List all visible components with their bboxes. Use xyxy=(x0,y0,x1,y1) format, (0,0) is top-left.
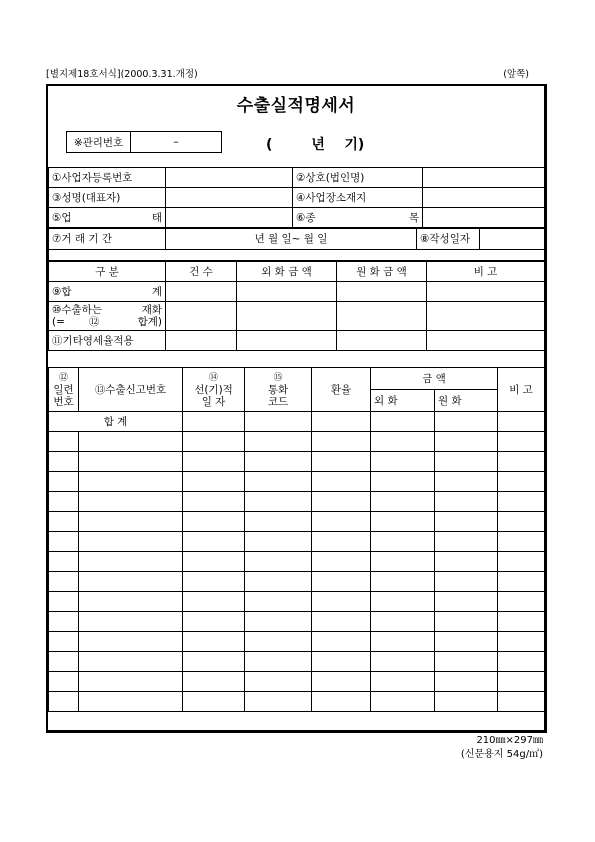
detail-total-cell[interactable] xyxy=(245,412,312,432)
summary-other-label: ⑪기타영세율적용 xyxy=(49,331,166,351)
detail-cell[interactable] xyxy=(371,492,435,512)
detail-row xyxy=(49,672,545,692)
detail-cell[interactable] xyxy=(245,532,312,552)
summary-goods-remark[interactable] xyxy=(427,302,545,331)
detail-row xyxy=(49,512,545,532)
detail-cell[interactable] xyxy=(183,632,245,652)
detail-cell[interactable] xyxy=(79,472,183,492)
address-field[interactable] xyxy=(423,188,545,208)
detail-cell[interactable] xyxy=(79,432,183,452)
detail-cell[interactable] xyxy=(245,452,312,472)
form-reference: [별지제18호서식](2000.3.31.개정) xyxy=(46,69,198,80)
detail-cell[interactable] xyxy=(371,432,435,452)
summary-other-won[interactable] xyxy=(337,331,427,351)
detail-cell[interactable] xyxy=(498,652,545,672)
detail-cell[interactable] xyxy=(435,512,498,532)
remark-header: 비 고 xyxy=(498,368,545,412)
biz-reg-no-label: ①사업자등록번호 xyxy=(49,168,166,188)
detail-cell[interactable] xyxy=(183,672,245,692)
detail-row xyxy=(49,432,545,452)
trade-period-field[interactable]: 년 월 일~ 월 일 xyxy=(166,229,417,250)
detail-cell[interactable] xyxy=(79,692,183,712)
summary-total-count[interactable] xyxy=(166,282,237,302)
detail-row xyxy=(49,592,545,612)
detail-cell[interactable] xyxy=(245,492,312,512)
management-number-label: ※관리번호 xyxy=(67,132,131,153)
detail-total-cell[interactable] xyxy=(183,412,245,432)
form-frame xyxy=(46,84,547,733)
detail-row xyxy=(49,492,545,512)
detail-cell[interactable] xyxy=(183,532,245,552)
detail-cell[interactable] xyxy=(435,552,498,572)
detail-cell[interactable] xyxy=(79,552,183,572)
detail-cell[interactable] xyxy=(49,652,79,672)
detail-cell[interactable] xyxy=(245,692,312,712)
paper-type: (신문용지 54g/㎡) xyxy=(460,749,543,760)
currency-code-header: ⑮ 통화 코드 xyxy=(245,368,312,412)
foreign-amount-header: 외 화 xyxy=(371,390,435,412)
detail-cell[interactable] xyxy=(312,432,371,452)
summary-header-won-amount: 원 화 금 액 xyxy=(337,262,427,282)
detail-cell[interactable] xyxy=(312,532,371,552)
detail-cell[interactable] xyxy=(435,692,498,712)
address-label: ④사업장소재지 xyxy=(293,188,423,208)
summary-table xyxy=(48,261,545,351)
business-item-field[interactable] xyxy=(423,208,545,228)
summary-header-category: 구 분 xyxy=(49,262,166,282)
detail-cell[interactable] xyxy=(79,572,183,592)
detail-cell[interactable] xyxy=(183,692,245,712)
detail-cell[interactable] xyxy=(79,672,183,692)
detail-cell[interactable] xyxy=(435,572,498,592)
detail-cell[interactable] xyxy=(498,572,545,592)
spacer-row xyxy=(49,250,545,261)
detail-cell[interactable] xyxy=(49,492,79,512)
detail-cell[interactable] xyxy=(183,432,245,452)
detail-cell[interactable] xyxy=(183,512,245,532)
detail-cell[interactable] xyxy=(312,492,371,512)
summary-goods-count[interactable] xyxy=(166,302,237,331)
summary-header-foreign-amount: 외 화 금 액 xyxy=(237,262,337,282)
detail-cell[interactable] xyxy=(435,672,498,692)
report-year-period: ( 년 기) xyxy=(266,137,365,153)
detail-cell[interactable] xyxy=(435,432,498,452)
detail-cell[interactable] xyxy=(435,532,498,552)
detail-total-cell[interactable] xyxy=(312,412,371,432)
detail-cell[interactable] xyxy=(498,452,545,472)
summary-other-remark[interactable] xyxy=(427,331,545,351)
detail-row xyxy=(49,552,545,572)
detail-cell[interactable] xyxy=(49,512,79,532)
detail-cell[interactable] xyxy=(79,532,183,552)
detail-cell[interactable] xyxy=(49,472,79,492)
detail-cell[interactable] xyxy=(435,652,498,672)
detail-cell[interactable] xyxy=(371,632,435,652)
detail-cell[interactable] xyxy=(49,452,79,472)
detail-cell[interactable] xyxy=(312,512,371,532)
detail-cell[interactable] xyxy=(371,452,435,472)
detail-cell[interactable] xyxy=(312,472,371,492)
detail-cell[interactable] xyxy=(79,492,183,512)
detail-cell[interactable] xyxy=(49,632,79,652)
management-number-box xyxy=(66,131,222,153)
summary-header-remark: 비 고 xyxy=(427,262,545,282)
business-item-label: ⑥종 목 xyxy=(293,208,423,228)
detail-cell[interactable] xyxy=(245,432,312,452)
detail-cell[interactable] xyxy=(498,692,545,712)
summary-goods-label: ⑩수출하는 재화 (= ⑫ 합계) xyxy=(49,302,166,331)
detail-cell[interactable] xyxy=(49,532,79,552)
detail-row xyxy=(49,452,545,472)
paper-size: 210㎜×297㎜ xyxy=(476,735,543,746)
write-date-label: ⑧작성일자 xyxy=(417,229,480,250)
detail-cell[interactable] xyxy=(371,532,435,552)
trade-period-label: ⑦거 래 기 간 xyxy=(49,229,166,250)
detail-table xyxy=(48,367,545,712)
detail-cell[interactable] xyxy=(498,592,545,612)
summary-total-label: ⑨합 계 xyxy=(49,282,166,302)
detail-cell[interactable] xyxy=(79,632,183,652)
representative-label: ③성명(대표자) xyxy=(49,188,166,208)
summary-other-foreign[interactable] xyxy=(237,331,337,351)
shipping-date-header: ⑭ 선(기)적 일 자 xyxy=(183,368,245,412)
detail-cell[interactable] xyxy=(435,492,498,512)
detail-cell[interactable] xyxy=(371,672,435,692)
biz-reg-no-field[interactable] xyxy=(166,168,293,188)
detail-cell[interactable] xyxy=(245,632,312,652)
applicant-info-table xyxy=(48,167,545,228)
detail-total-cell[interactable] xyxy=(498,412,545,432)
summary-header-count: 건 수 xyxy=(166,262,237,282)
detail-cell[interactable] xyxy=(498,472,545,492)
detail-cell[interactable] xyxy=(183,472,245,492)
detail-cell[interactable] xyxy=(371,612,435,632)
detail-cell[interactable] xyxy=(245,592,312,612)
detail-cell[interactable] xyxy=(371,652,435,672)
period-table xyxy=(48,228,545,261)
summary-total-remark[interactable] xyxy=(427,282,545,302)
detail-cell[interactable] xyxy=(371,572,435,592)
detail-cell[interactable] xyxy=(49,432,79,452)
detail-row xyxy=(49,632,545,652)
detail-cell[interactable] xyxy=(245,672,312,692)
detail-cell[interactable] xyxy=(435,472,498,492)
won-amount-header: 원 화 xyxy=(435,390,498,412)
detail-cell[interactable] xyxy=(371,692,435,712)
detail-cell[interactable] xyxy=(498,612,545,632)
detail-total-label: 합 계 xyxy=(49,412,183,432)
detail-cell[interactable] xyxy=(371,472,435,492)
detail-cell[interactable] xyxy=(498,552,545,572)
detail-cell[interactable] xyxy=(49,672,79,692)
business-type-label: ⑤업 태 xyxy=(49,208,166,228)
detail-row xyxy=(49,652,545,672)
detail-cell[interactable] xyxy=(79,592,183,612)
business-type-field[interactable] xyxy=(166,208,293,228)
detail-cell[interactable] xyxy=(435,592,498,612)
detail-cell[interactable] xyxy=(183,552,245,572)
detail-row xyxy=(49,572,545,592)
detail-cell[interactable] xyxy=(183,652,245,672)
detail-rows xyxy=(49,432,545,712)
detail-cell[interactable] xyxy=(183,492,245,512)
management-number-field[interactable]: – xyxy=(131,132,222,153)
detail-cell[interactable] xyxy=(312,552,371,572)
detail-cell[interactable] xyxy=(245,472,312,492)
summary-other-count[interactable] xyxy=(166,331,237,351)
detail-row xyxy=(49,472,545,492)
detail-cell[interactable] xyxy=(79,512,183,532)
detail-cell[interactable] xyxy=(183,452,245,472)
detail-cell[interactable] xyxy=(245,572,312,592)
detail-cell[interactable] xyxy=(498,432,545,452)
detail-cell[interactable] xyxy=(312,652,371,672)
detail-cell[interactable] xyxy=(498,632,545,652)
detail-cell[interactable] xyxy=(312,452,371,472)
detail-cell[interactable] xyxy=(245,552,312,572)
company-name-field[interactable] xyxy=(423,168,545,188)
detail-cell[interactable] xyxy=(245,512,312,532)
serial-no-header: ⑫ 일련 번호 xyxy=(49,368,79,412)
detail-cell[interactable] xyxy=(371,552,435,572)
detail-cell[interactable] xyxy=(183,572,245,592)
summary-goods-foreign[interactable] xyxy=(237,302,337,331)
exchange-rate-header: 환율 xyxy=(312,368,371,412)
detail-cell[interactable] xyxy=(49,692,79,712)
detail-cell[interactable] xyxy=(435,612,498,632)
representative-field[interactable] xyxy=(166,188,293,208)
detail-cell[interactable] xyxy=(371,512,435,532)
detail-cell[interactable] xyxy=(245,612,312,632)
detail-row xyxy=(49,692,545,712)
detail-cell[interactable] xyxy=(312,592,371,612)
write-date-field[interactable] xyxy=(480,229,545,250)
summary-goods-won[interactable] xyxy=(337,302,427,331)
detail-cell[interactable] xyxy=(183,592,245,612)
detail-cell[interactable] xyxy=(312,572,371,592)
detail-cell[interactable] xyxy=(49,572,79,592)
detail-cell[interactable] xyxy=(498,532,545,552)
summary-total-won[interactable] xyxy=(337,282,427,302)
detail-cell[interactable] xyxy=(49,592,79,612)
detail-cell[interactable] xyxy=(371,592,435,612)
detail-cell[interactable] xyxy=(312,612,371,632)
detail-row xyxy=(49,612,545,632)
detail-cell[interactable] xyxy=(183,612,245,632)
form-title: 수출실적명세서 xyxy=(236,96,356,116)
detail-cell[interactable] xyxy=(49,612,79,632)
detail-cell[interactable] xyxy=(498,672,545,692)
company-name-label: ②상호(법인명) xyxy=(293,168,423,188)
summary-total-foreign[interactable] xyxy=(237,282,337,302)
detail-cell[interactable] xyxy=(79,452,183,472)
detail-cell[interactable] xyxy=(49,552,79,572)
detail-cell[interactable] xyxy=(245,652,312,672)
detail-cell[interactable] xyxy=(498,492,545,512)
amount-header: 금 액 xyxy=(371,368,498,390)
detail-total-cell[interactable] xyxy=(435,412,498,432)
export-decl-no-header: ⑬수출신고번호 xyxy=(79,368,183,412)
detail-cell[interactable] xyxy=(79,652,183,672)
detail-cell[interactable] xyxy=(435,452,498,472)
detail-cell[interactable] xyxy=(498,512,545,532)
detail-cell[interactable] xyxy=(312,632,371,652)
detail-cell[interactable] xyxy=(435,632,498,652)
detail-row xyxy=(49,532,545,552)
page-side-label: (앞쪽) xyxy=(503,69,529,80)
detail-cell[interactable] xyxy=(79,612,183,632)
detail-total-cell[interactable] xyxy=(371,412,435,432)
detail-cell[interactable] xyxy=(312,692,371,712)
detail-cell[interactable] xyxy=(312,672,371,692)
